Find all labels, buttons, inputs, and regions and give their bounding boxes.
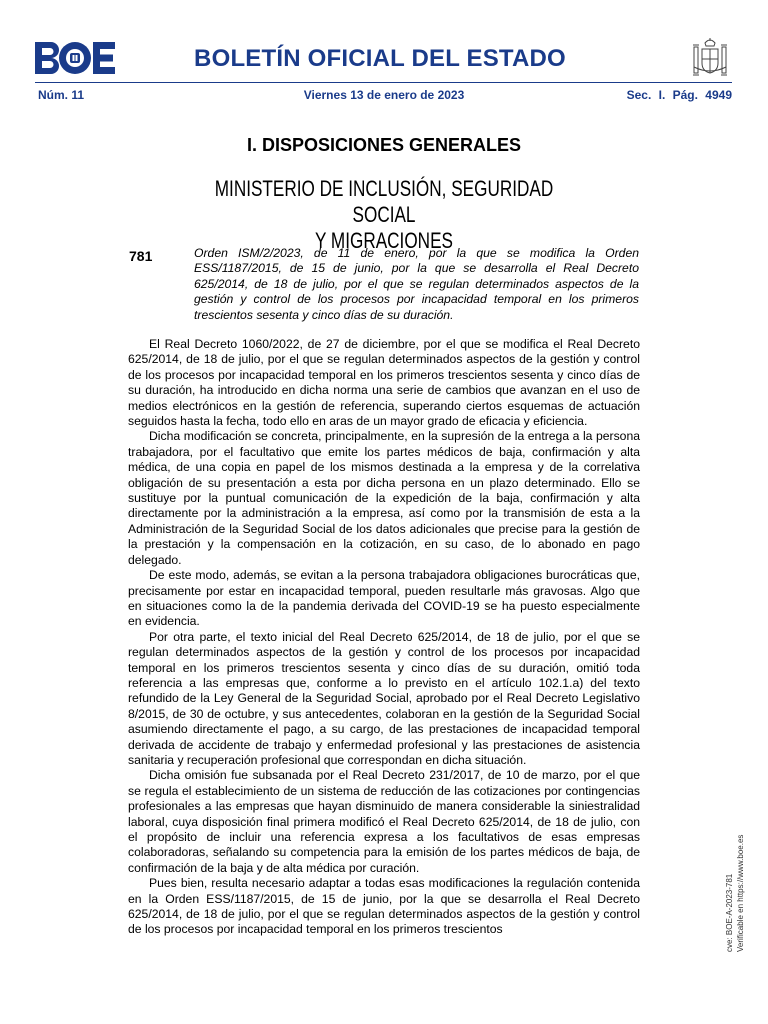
cve-code: cve: BOE-A-2023-781	[725, 873, 734, 952]
section-page: Sec. I. Pág. 4949	[626, 88, 732, 102]
boe-logo	[35, 42, 115, 74]
paragraph: El Real Decreto 1060/2022, de 27 de diciembre, por el que se modifica el Real Decreto 625/2014, de 18 de julio, por el que se regulan determinados aspectos de la gestión y control de los procesos por incapacidad temporal en los primeros trescientos sesenta y cinco días de su duración, ha introducido en dicha norma una serie de cambios que avanzan en el uso de medios electrónicos en la gestión de referencia, superando ciertos esquemas de actuación seguidos hasta la fecha, todo ello en aras de un mayor grado de eficacia y eficiencia.	[128, 337, 640, 429]
paragraph: Por otra parte, el texto inicial del Real Decreto 625/2014, de 18 de julio, por el que se regulan determinados aspectos de la gestión y control de los procesos por incapacidad temporal en los primeros trescientos sesenta y cinco días de su duración, omitió toda referencia a las empresas que, conforme a lo previsto en el artículo 102.1.a) del texto refundido de la Ley General de la Seguridad Social, aprobado por el Real Decreto Legislativo 8/2015, de 30 de octubre, y sus antecedentes, colaboran en la gestión de la Seguridad Social asumiendo directamente el pago, a su cargo, de las prestaciones de incapacidad temporal derivada de accidente de trabajo y enfermedad profesional y las prestaciones de asistencia sanitaria y recuperación profesional que correspondan en dicha situación.	[128, 629, 640, 767]
paragraph: De este modo, además, se evitan a la persona trabajadora obligaciones burocráticas que, precisamente por estar en incapacidad temporal, pueden resultarle más gravosas. Algo que en situaciones como la de la pandemia derivada del COVID-19 se ha puesto especialmente en evidencia.	[128, 568, 640, 629]
header-divider	[35, 82, 732, 83]
section-heading: I. DISPOSICIONES GENERALES	[246, 135, 522, 155]
paragraph: Pues bien, resulta necesario adaptar a todas esas modificaciones la regulación contenida en la Orden ESS/1187/2015, de 15 de junio, por la que se desarrolla el Real Decreto 625/2014, de 18 de julio, por el que se regulan determinados aspectos de la gestión y control de los procesos por incapacidad temporal en los primeros trescientos	[128, 876, 640, 937]
coat-of-arms-icon	[690, 37, 730, 81]
ministry-line-1: MINISTERIO DE INCLUSIÓN, SEGURIDAD SOCIAL	[214, 176, 554, 227]
issue-number: Núm. 11	[38, 88, 85, 102]
ministry-heading	[201, 176, 566, 254]
order-number: 781	[129, 248, 153, 264]
gazette-title: BOLETÍN OFICIAL DEL ESTADO	[194, 45, 566, 72]
paragraph: Dicha modificación se concreta, principalmente, en la supresión de la entrega a la persona trabajadora, por el facultativo que emite los partes médicos de baja, confirmación y alta médica, de una copia en papel de los mismos destinada a la empresa y de la correlativa obligación de su presentación a esta por dicha persona en un plazo determinado. Ello se sustituye por la puntual comunicación de la expedición de la baja, confirmación y alta directamente por la administración a la empresa, así como por la transmisión de esta a la Administración de la Seguridad Social de los datos adicionales que precise para la gestión de la prestación y la compensación en la cotización, en su caso, de lo abonado en pago delegado.	[128, 429, 640, 567]
verification-link[interactable]: Verificable en https://www.boe.es	[736, 834, 745, 952]
ministry-line-2: Y MIGRACIONES	[315, 228, 453, 253]
verification-note	[724, 752, 746, 952]
order-title: Orden ISM/2/2023, de 11 de enero, por la que se modifica la Orden ESS/1187/2015, de 15 de junio, por la que se desarrolla el Real Decreto 625/2014, de 18 de julio, por el que se regulan determinados aspectos de la gestión y control de los procesos por incapacidad temporal en los primeros trescientos sesenta y cinco días de su duración.	[194, 246, 639, 322]
issue-date: Viernes 13 de enero de 2023	[303, 88, 465, 102]
paragraph: Dicha omisión fue subsanada por el Real Decreto 231/2017, de 10 de marzo, por el que se regula el establecimiento de un sistema de reducción de las cotizaciones por contingencias profesionales a las empresas que hayan disminuido de manera considerable la siniestralidad laboral, cuya disposición final primera modificó el Real Decreto 625/2014, de 18 de julio, con el propósito de incluir una referencia expresa a los facultativos de esas empresas colaboradoras, señalando su competencia para la emisión de los partes médicos de baja, de confirmación de la baja y de alta médica por curación.	[128, 768, 640, 875]
body-text	[128, 337, 640, 938]
